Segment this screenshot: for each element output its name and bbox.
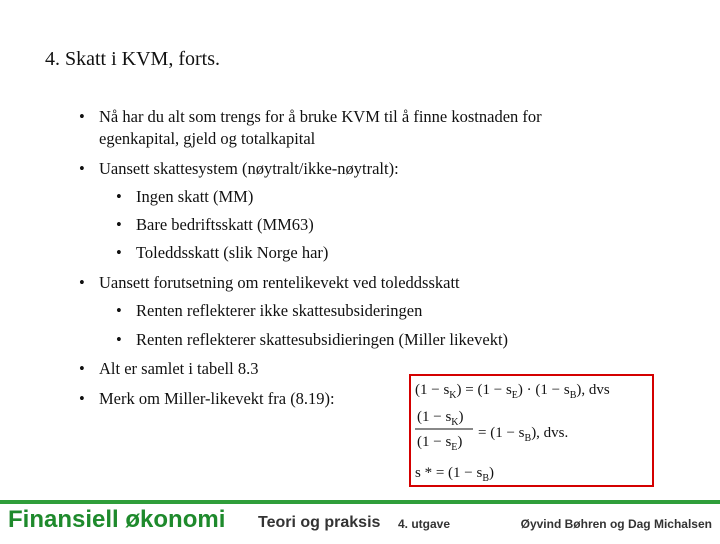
bullet-dot: •	[79, 389, 85, 408]
svg-text:= (1 − sB), dvs.	[478, 425, 568, 444]
miller-equilibrium-formula	[409, 374, 654, 487]
book-title: Finansiell økonomi	[8, 506, 226, 533]
bullet-text: Ingen skatt (MM)	[136, 187, 254, 206]
formula-subscript: E	[451, 442, 458, 453]
formula-text: s * = (1 − s	[415, 465, 483, 481]
sub-bullet-item	[116, 300, 423, 322]
book-subtitle: Teori og praksis	[258, 514, 381, 531]
bullet-text: Renten reflekterer skattesubsidieringen (Miller likevekt)	[136, 330, 509, 349]
bullet-item	[79, 106, 542, 150]
formula-text: ), dvs.	[531, 425, 569, 441]
formula-subscript: B	[569, 390, 577, 401]
formula-text: ), dvs	[576, 382, 610, 398]
formula-text: ) · (1 − s	[517, 382, 570, 398]
formula-subscript: K	[451, 417, 459, 428]
bullet-dot: •	[116, 301, 122, 320]
bullet-text: Uansett forutsetning om rentelikevekt ved toleddsskatt	[99, 273, 460, 292]
bullet-dot: •	[79, 359, 85, 378]
formula-text: (1 − s	[415, 382, 450, 398]
book-authors: Øyvind Bøhren og Dag Michalsen	[520, 517, 712, 531]
slide-title: 4. Skatt i KVM, forts.	[45, 48, 220, 70]
bullet-dot: •	[79, 159, 85, 178]
bullet-item	[79, 272, 460, 294]
formula-text: (1 − s	[417, 434, 452, 450]
formula-subscript: B	[524, 433, 532, 444]
bullet-dot: •	[116, 330, 122, 349]
bullet-text: Renten reflekterer ikke skattesubsideringen	[136, 301, 423, 320]
svg-text:s * = (1 − sB)	[415, 465, 494, 484]
bullet-text: Alt er samlet i tabell 8.3	[99, 359, 259, 378]
bullet-text: Toleddsskatt (slik Norge har)	[136, 243, 329, 262]
formula-subscript: B	[482, 473, 490, 484]
sub-bullet-item	[116, 329, 509, 351]
svg-text:(1 − sK): $(1 - s_K)$	[417, 409, 464, 428]
formula-subscript: K	[449, 390, 457, 401]
bullet-dot: •	[116, 243, 122, 262]
bullet-text: Nå har du alt som trengs for å bruke KVM til å finne kostnaden for	[99, 107, 542, 126]
formula-subscript: E	[511, 390, 518, 401]
formula-text: (1 − s	[417, 409, 452, 425]
bullet-dot: •	[116, 215, 122, 234]
bullet-item	[79, 358, 259, 380]
formula-text: = (1 − s	[478, 425, 525, 441]
bullet-text: Bare bedriftsskatt (MM63)	[136, 215, 314, 234]
formula-text: ) = (1 − s	[456, 382, 512, 398]
bullet-item	[79, 158, 399, 180]
bullet-text-continued: egenkapital, gjeld og totalkapital	[99, 129, 316, 148]
book-edition: 4. utgave	[398, 517, 451, 531]
bullet-item	[79, 388, 335, 410]
sub-bullet-item	[116, 214, 314, 236]
bullet-text: Merk om Miller-likevekt fra (8.19):	[99, 389, 335, 408]
bullet-text: Uansett skattesystem (nøytralt/ikke-nøytralt):	[99, 159, 399, 178]
svg-text:(1 − sE): $(1 - s_E)$	[417, 434, 463, 453]
bullet-dot: •	[79, 107, 85, 126]
formula-text: )	[489, 465, 495, 481]
sub-bullet-item	[116, 186, 254, 208]
sub-bullet-item	[116, 242, 329, 264]
bullet-dot: •	[79, 273, 85, 292]
bullet-dot: •	[116, 187, 122, 206]
footer-banner	[0, 500, 720, 544]
svg-text:(1 − sK) = (1 − sE) · (1 − sB)	[415, 382, 610, 401]
